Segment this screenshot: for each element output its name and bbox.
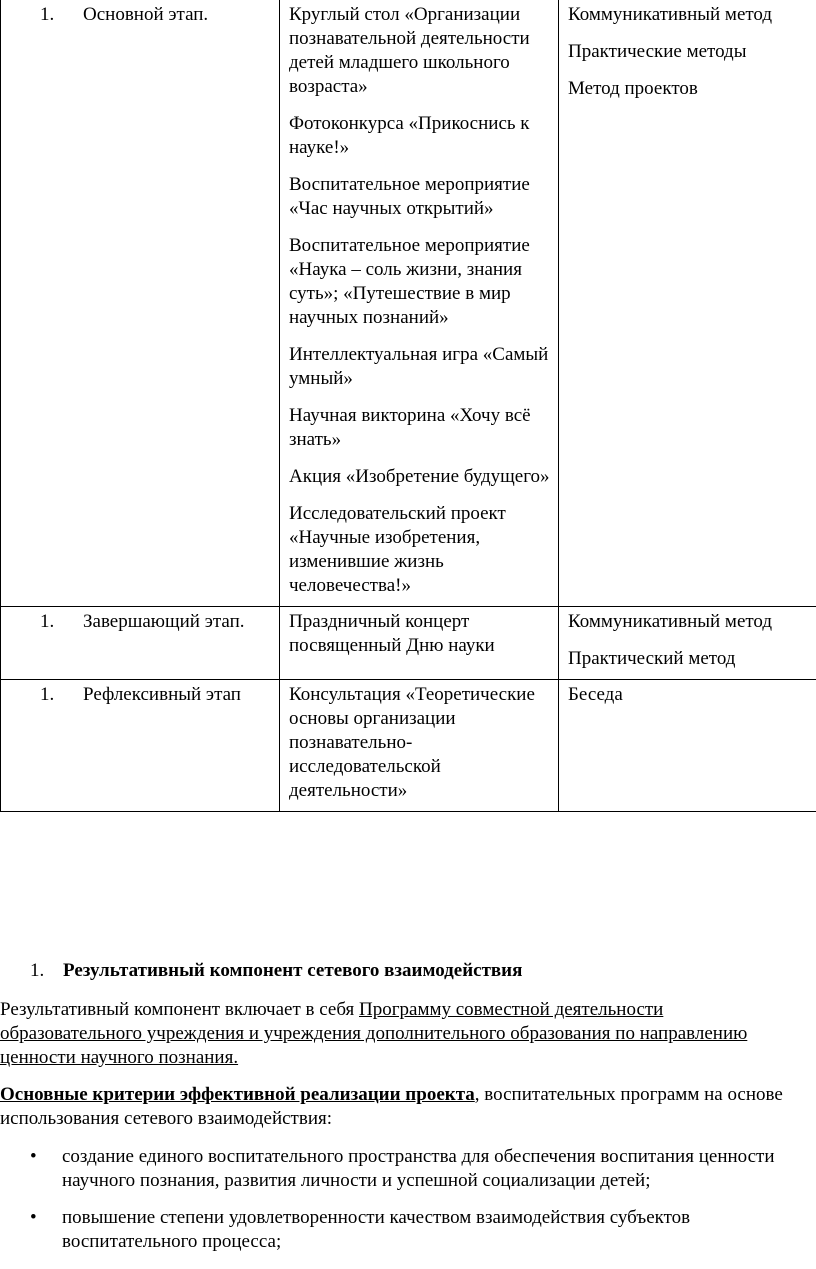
stage-number: 1. — [40, 4, 55, 25]
activity-item: Круглый стол «Организации познавательной деятельности детей младшего школьного возраста» — [289, 4, 530, 97]
stage-name: Завершающий этап. — [83, 611, 245, 632]
activity-item: Воспитательное мероприятие «Час научных открытий» — [289, 174, 530, 219]
stage-name: Основной этап. — [83, 4, 209, 25]
activity-item: Праздничный концерт посвященный Дню науки — [289, 611, 495, 656]
activity-item: Воспитательное мероприятие «Наука – соль жизни, знания суть»; «Путешествие в мир научных познаний» — [289, 235, 530, 328]
stage-cell — [1, 607, 280, 680]
list-item — [0, 1145, 816, 1193]
activity-item: Интеллектуальная игра «Самый умный» — [289, 344, 549, 389]
method-item: Практический метод — [568, 648, 736, 669]
stage-number: 1. — [40, 684, 55, 705]
section-title: Результативный компонент сетевого взаимодействия — [63, 960, 523, 981]
methods-cell — [559, 607, 816, 680]
stage-number: 1. — [40, 611, 55, 632]
bullet-icon: • — [30, 1207, 37, 1228]
program-link-text: Программу совместной деятельности образовательного учреждения и учреждения дополнительного образования по направлению ценности научного познания. — [0, 999, 748, 1068]
criteria-heading: Основные критерии эффективной реализации проекта — [0, 1084, 475, 1105]
activity-item: Акция «Изобретение будущего» — [289, 466, 550, 487]
criteria-intro-paragraph — [0, 1083, 810, 1131]
criteria-list — [0, 1145, 816, 1267]
activity-item: Фотоконкурса «Прикоснись к науке!» — [289, 113, 530, 158]
methods-cell — [559, 680, 816, 812]
section-heading — [30, 959, 790, 983]
activity-item: Исследовательский проект «Научные изобретения, изменившие жизнь человечества!» — [289, 503, 506, 596]
intro-lead-text: Результативный компонент включает в себя — [0, 999, 359, 1020]
method-item: Беседа — [568, 684, 623, 705]
stage-cell — [1, 0, 280, 607]
list-item — [0, 1206, 816, 1254]
section-number: 1. — [30, 960, 45, 981]
criteria-text: создание единого воспитательного пространства для обеспечения воспитания ценности научного познания, развития личности и успешной социализации детей; — [62, 1146, 775, 1191]
methods-cell — [559, 0, 816, 607]
method-item: Коммуникативный метод — [568, 4, 773, 25]
activities-cell — [280, 680, 559, 812]
activity-item: Консультация «Теоретические основы организации познавательно-исследовательской деятельности» — [289, 684, 535, 801]
method-item: Коммуникативный метод — [568, 611, 773, 632]
method-item: Метод проектов — [568, 78, 698, 99]
stage-name: Рефлексивный этап — [83, 684, 241, 705]
activity-item: Научная викторина «Хочу всё знать» — [289, 405, 531, 450]
activities-cell — [280, 607, 559, 680]
table-row — [1, 680, 816, 812]
bullet-icon: • — [30, 1146, 37, 1167]
criteria-intro-text: , воспитательных программ на основе использования сетевого взаимодействия: — [0, 1084, 783, 1129]
intro-paragraph — [0, 998, 810, 1070]
method-item: Практические методы — [568, 41, 747, 62]
criteria-text: повышение степени удовлетворенности качеством взаимодействия субъектов воспитательного процесса; — [62, 1207, 691, 1252]
table-row — [1, 0, 816, 607]
activities-cell — [280, 0, 559, 607]
table-row — [1, 607, 816, 680]
stage-cell — [1, 680, 280, 812]
